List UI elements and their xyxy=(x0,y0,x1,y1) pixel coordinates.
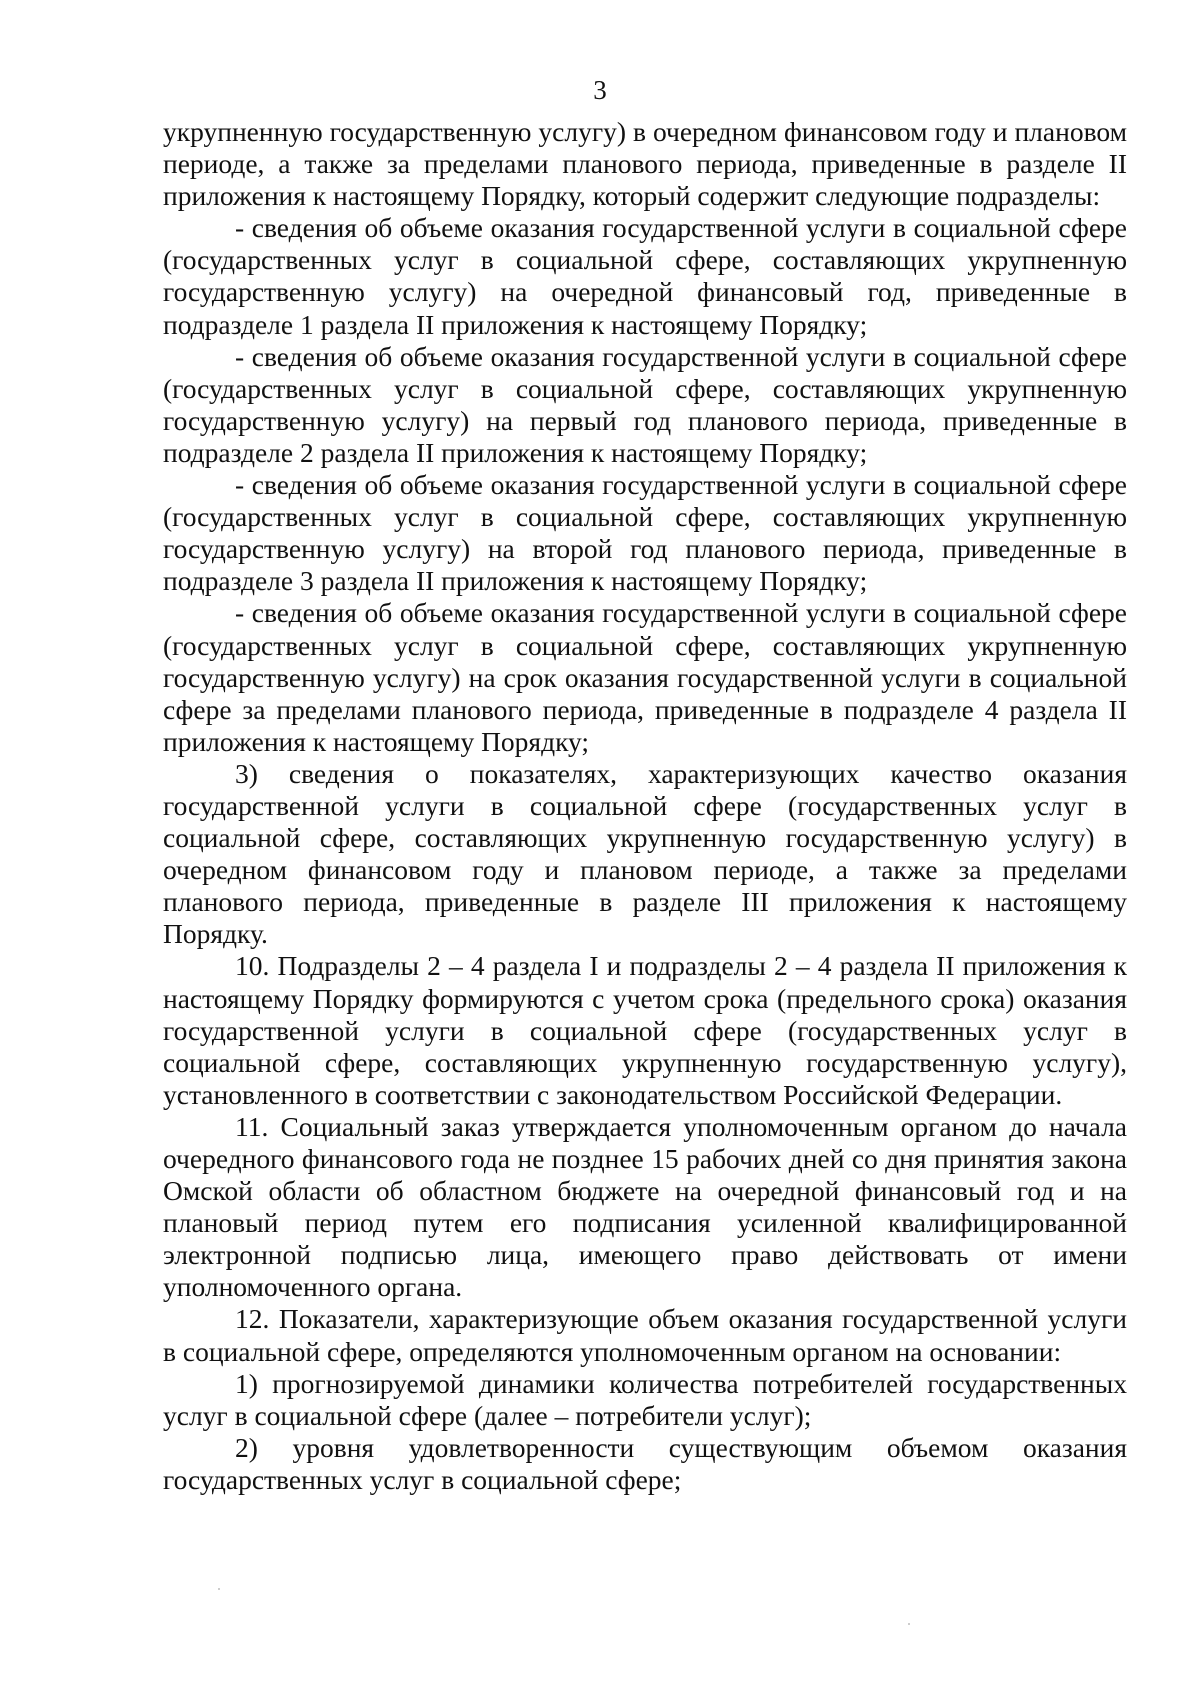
list-item-satisfaction-level: 2) уровня удовлетворенности существующим объемом оказания государственных услуг в социальной сфере; xyxy=(163,1431,1127,1495)
list-item-subsection-1: - сведения об объеме оказания государственной услуги в социальной сфере (государственных услуг в социальной сфере, составляющих укрупненную государственную услугу) на очередной финансовый год, приведенные в подразделе 1 раздела II приложения к настоящему Порядку; xyxy=(163,212,1127,340)
scan-speck xyxy=(908,1623,910,1625)
paragraph-clause-10: 10. Подразделы 2 – 4 раздела I и подразделы 2 – 4 раздела II приложения к настоящему Порядку формируются с учетом срока (предельного срока) оказания государственной услуги в социальной сфере (государственных услуг в социальной сфере, составляющих укрупненную государственную услугу), установленного в соответствии с законодательством Российской Федерации. xyxy=(163,950,1127,1110)
paragraph-clause-12: 12. Показатели, характеризующие объем оказания государственной услуги в социальной сфере, определяются уполномоченным органом на основании: xyxy=(163,1303,1127,1367)
list-item-subsection-3: - сведения об объеме оказания государственной услуги в социальной сфере (государственных услуг в социальной сфере, составляющих укрупненную государственную услугу) на второй год планового периода, приведенные в подразделе 3 раздела II приложения к настоящему Порядку; xyxy=(163,469,1127,597)
list-item-subsection-4: - сведения об объеме оказания государственной услуги в социальной сфере (государственных услуг в социальной сфере, составляющих укрупненную государственную услугу) на срок оказания государственной услуги в социальной сфере за пределами планового периода, приведенные в подразделе 4 раздела II приложения к настоящему Порядку; xyxy=(163,597,1127,757)
paragraph-continuation: укрупненную государственную услугу) в очередном финансовом году и плановом периоде, а также за пределами планового периода, приведенные в разделе II приложения к настоящему Порядку, который содержит следующие подразделы: xyxy=(163,116,1127,212)
list-item-subsection-2: - сведения об объеме оказания государственной услуги в социальной сфере (государственных услуг в социальной сфере, составляющих укрупненную государственную услугу) на первый год планового периода, приведенные в подразделе 2 раздела II приложения к настоящему Порядку; xyxy=(163,340,1127,468)
list-item-quality-indicators: 3) сведения о показателях, характеризующих качество оказания государственной услуги в социальной сфере (государственных услуг в социальной сфере, составляющих укрупненную государственную услугу) в очередном финансовом году и плановом периоде, а также за пределами планового периода, приведенные в разделе III приложения к настоящему Порядку. xyxy=(163,757,1127,950)
document-body xyxy=(163,116,1127,1496)
scan-speck xyxy=(218,1588,220,1590)
page-number: 3 xyxy=(593,75,607,105)
list-item-consumer-dynamics: 1) прогнозируемой динамики количества потребителей государственных услуг в социальной сфере (далее – потребители услуг); xyxy=(163,1367,1127,1431)
paragraph-clause-11: 11. Социальный заказ утверждается уполномоченным органом до начала очередного финансового года не позднее 15 рабочих дней со дня принятия закона Омской области об областном бюджете на очередной финансовый год и на плановый период путем его подписания усиленной квалифицированной электронной подписью лица, имеющего право действовать от имени уполномоченного органа. xyxy=(163,1110,1127,1303)
